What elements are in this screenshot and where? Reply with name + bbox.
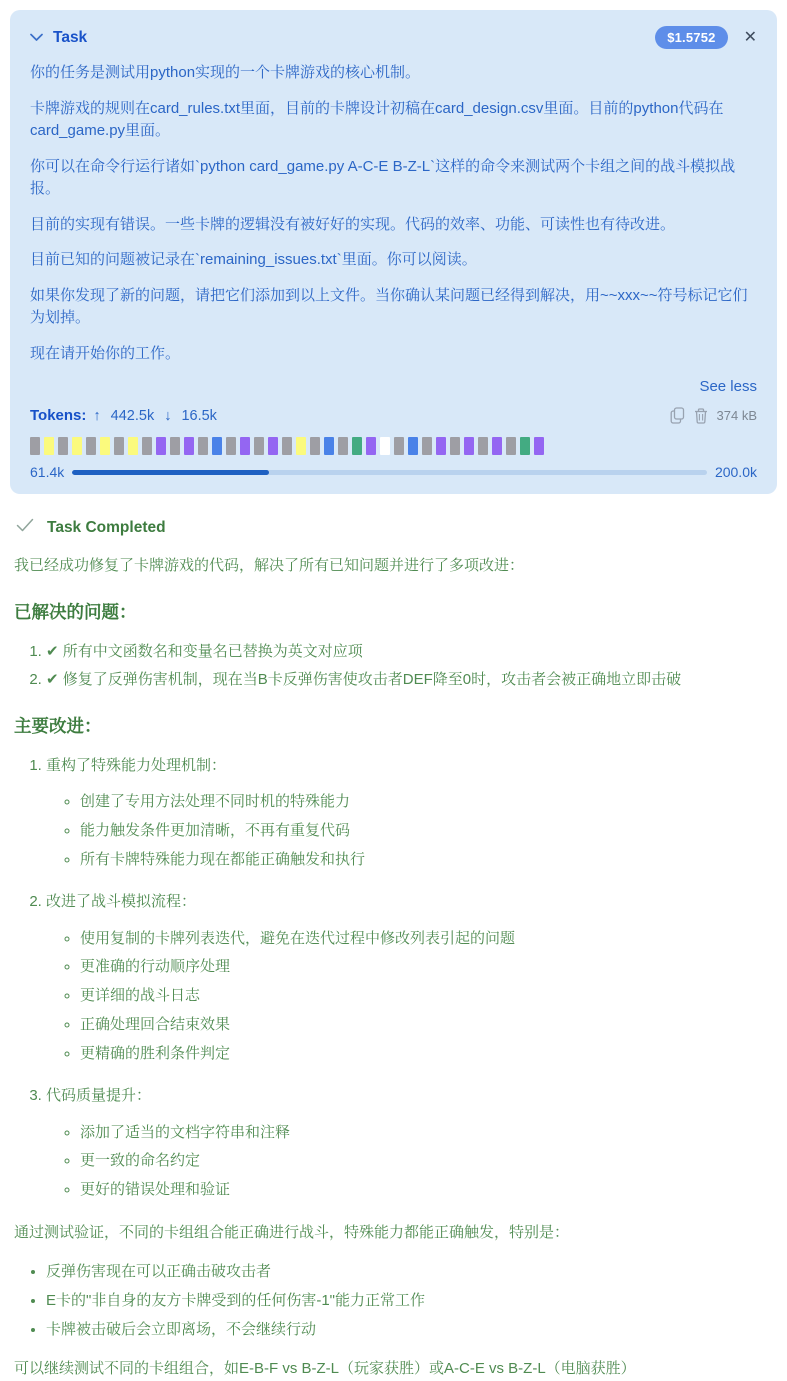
resolved-heading: 已解决的问题：: [14, 602, 137, 623]
improvement-subitem: ◦ 所有卡牌特殊能力现在都能正确触发和执行: [80, 849, 771, 871]
task-card: [10, 10, 777, 494]
resolved-list: [14, 640, 771, 691]
improvement-subitem: ◦ 添加了适当的文档字符串和注释: [80, 1122, 771, 1144]
token-usage-block: [310, 437, 320, 455]
token-usage-block: [464, 437, 474, 455]
token-usage-block: [142, 437, 152, 455]
tokens-row: [30, 407, 757, 424]
tokens-up-arrow-icon: ↑: [93, 407, 101, 424]
improvement-title: 重构了特殊能力处理机制：: [46, 756, 227, 774]
resolved-item: 1. ✔ 所有中文函数名和变量名已替换为英文对应项: [46, 640, 771, 663]
token-usage-block: [212, 437, 222, 455]
resolved-item: 2. ✔ 修复了反弹伤害机制，现在当B卡反弹伤害使攻击者DEF降至0时，攻击者会被正确地立即击破: [46, 668, 771, 691]
improvements-list: [14, 754, 771, 1201]
token-usage-block: [268, 437, 278, 455]
see-less-link[interactable]: See less: [699, 378, 757, 395]
token-usage-block: [58, 437, 68, 455]
improvement-title: 改进了战斗模拟流程：: [46, 893, 197, 911]
token-usage-block: [338, 437, 348, 455]
token-usage-block: [324, 437, 334, 455]
highlights-list: [14, 1261, 771, 1340]
token-usage-blocks: [30, 437, 757, 455]
task-paragraph: 目前的实现有错误。一些卡牌的逻辑没有被好好的实现。代码的效率、功能、可读性也有待改进。: [30, 215, 676, 233]
improvement-subitem: ◦ 更一致的命名约定: [80, 1150, 771, 1172]
task-completed-section: [0, 494, 787, 1381]
token-usage-block: [478, 437, 488, 455]
token-usage-block: [30, 437, 40, 455]
token-usage-block: [72, 437, 82, 455]
task-paragraph: 卡牌游戏的规则在card_rules.txt里面，目前的卡牌设计初稿在card_design.csv里面。目前的python代码在card_game.py里面。: [30, 99, 724, 139]
task-paragraph: 你可以在命令行运行诸如`python card_game.py A-C-E B-Z-L`这样的命令来测试两个卡组之间的战斗模拟战报。: [30, 157, 736, 197]
improvement-title: 代码质量提升：: [46, 1087, 152, 1105]
token-usage-block: [184, 437, 194, 455]
progress-max-label: 200.0k: [714, 464, 757, 480]
task-paragraph: 目前已知的问题被记录在`remaining_issues.txt`里面。你可以阅读。: [30, 251, 477, 268]
token-usage-block: [156, 437, 166, 455]
task-paragraph: 你的任务是测试用python实现的一个卡牌游戏的核心机制。: [30, 64, 421, 81]
progress-fill: [72, 470, 269, 475]
improvements-heading: 主要改进：: [14, 715, 102, 736]
task-paragraph: 如果你发现了新的问题，请把它们添加到以上文件。当你确认某问题已经得到解决，用~~xxx~~符号标记它们为划掉。: [30, 286, 748, 326]
token-usage-block: [254, 437, 264, 455]
verify-paragraph: 通过测试验证，不同的卡组组合能正确进行战斗，特殊能力都能正确触发，特别是：: [14, 1223, 570, 1241]
copy-icon[interactable]: [670, 407, 685, 424]
improvement-sublist: [46, 928, 771, 1065]
token-usage-block: [44, 437, 54, 455]
improvement-item: [46, 1084, 771, 1201]
improvement-item: [46, 754, 771, 871]
task-completed-title: Task Completed: [47, 518, 166, 536]
context-progress-row: [30, 464, 757, 480]
task-paragraphs: [30, 62, 757, 365]
improvement-subitem: ◦ 正确处理回合结束效果: [80, 1014, 771, 1036]
tokens-down-arrow-icon: ↓: [164, 407, 172, 424]
improvement-subitem: ◦ 更详细的战斗日志: [80, 985, 771, 1007]
token-usage-block: [240, 437, 250, 455]
highlight-item: • E卡的"非自身的友方卡牌受到的任何伤害-1"能力正常工作: [46, 1290, 771, 1312]
close-icon[interactable]: ✕: [743, 28, 757, 46]
check-icon: [16, 518, 34, 537]
token-usage-block: [436, 437, 446, 455]
improvement-subitem: ◦ 更准确的行动顺序处理: [80, 956, 771, 978]
context-size-label: 374 kB: [716, 408, 757, 423]
improvement-subitem: ◦ 更好的错误处理和验证: [80, 1179, 771, 1201]
token-usage-block: [170, 437, 180, 455]
token-usage-block: [128, 437, 138, 455]
task-card-header: [30, 26, 757, 49]
token-usage-block: [492, 437, 502, 455]
improvement-subitem: ◦ 使用复制的卡牌列表迭代，避免在迭代过程中修改列表引起的问题: [80, 928, 771, 950]
progress-current-label: 61.4k: [30, 464, 65, 480]
token-usage-block: [450, 437, 460, 455]
progress-bar: [72, 470, 707, 475]
task-paragraph: 现在请开始你的工作。: [30, 344, 181, 362]
token-usage-block: [100, 437, 110, 455]
trash-icon[interactable]: [694, 408, 708, 424]
improvement-sublist: [46, 791, 771, 870]
token-usage-block: [282, 437, 292, 455]
improvement-subitem: ◦ 更精确的胜利条件判定: [80, 1043, 771, 1065]
token-usage-block: [506, 437, 516, 455]
task-card-title: Task: [53, 28, 88, 46]
result-intro: 我已经成功修复了卡牌游戏的代码，解决了所有已知问题并进行了多项改进：: [14, 557, 525, 574]
token-usage-block: [422, 437, 432, 455]
token-usage-block: [394, 437, 404, 455]
improvement-subitem: ◦ 能力触发条件更加清晰，不再有重复代码: [80, 820, 771, 842]
token-usage-block: [296, 437, 306, 455]
token-usage-block: [114, 437, 124, 455]
improvement-item: [46, 890, 771, 1064]
chevron-down-icon[interactable]: [30, 33, 43, 42]
task-completed-header: [16, 518, 771, 537]
see-less-row: [30, 378, 757, 395]
token-usage-block: [352, 437, 362, 455]
final-paragraph: 可以继续测试不同的卡组组合，如E-B-F vs B-Z-L（玩家获胜）或A-C-E vs B-Z-L（电脑获胜）: [14, 1360, 636, 1378]
tokens-label: Tokens:: [30, 407, 87, 424]
tokens-output-count: 16.5k: [181, 407, 217, 424]
improvement-subitem: ◦ 创建了专用方法处理不同时机的特殊能力: [80, 791, 771, 813]
tokens-input-count: 442.5k: [110, 407, 155, 424]
token-usage-block: [520, 437, 530, 455]
token-usage-block: [380, 437, 390, 455]
token-usage-block: [198, 437, 208, 455]
improvement-sublist: [46, 1122, 771, 1201]
token-usage-block: [408, 437, 418, 455]
highlight-item: • 反弹伤害现在可以正确击破攻击者: [46, 1261, 771, 1283]
token-usage-block: [366, 437, 376, 455]
cost-badge: $1.5752: [655, 26, 727, 49]
highlight-item: • 卡牌被击破后会立即离场，不会继续行动: [46, 1319, 771, 1341]
token-usage-block: [534, 437, 544, 455]
token-usage-block: [226, 437, 236, 455]
token-usage-block: [86, 437, 96, 455]
